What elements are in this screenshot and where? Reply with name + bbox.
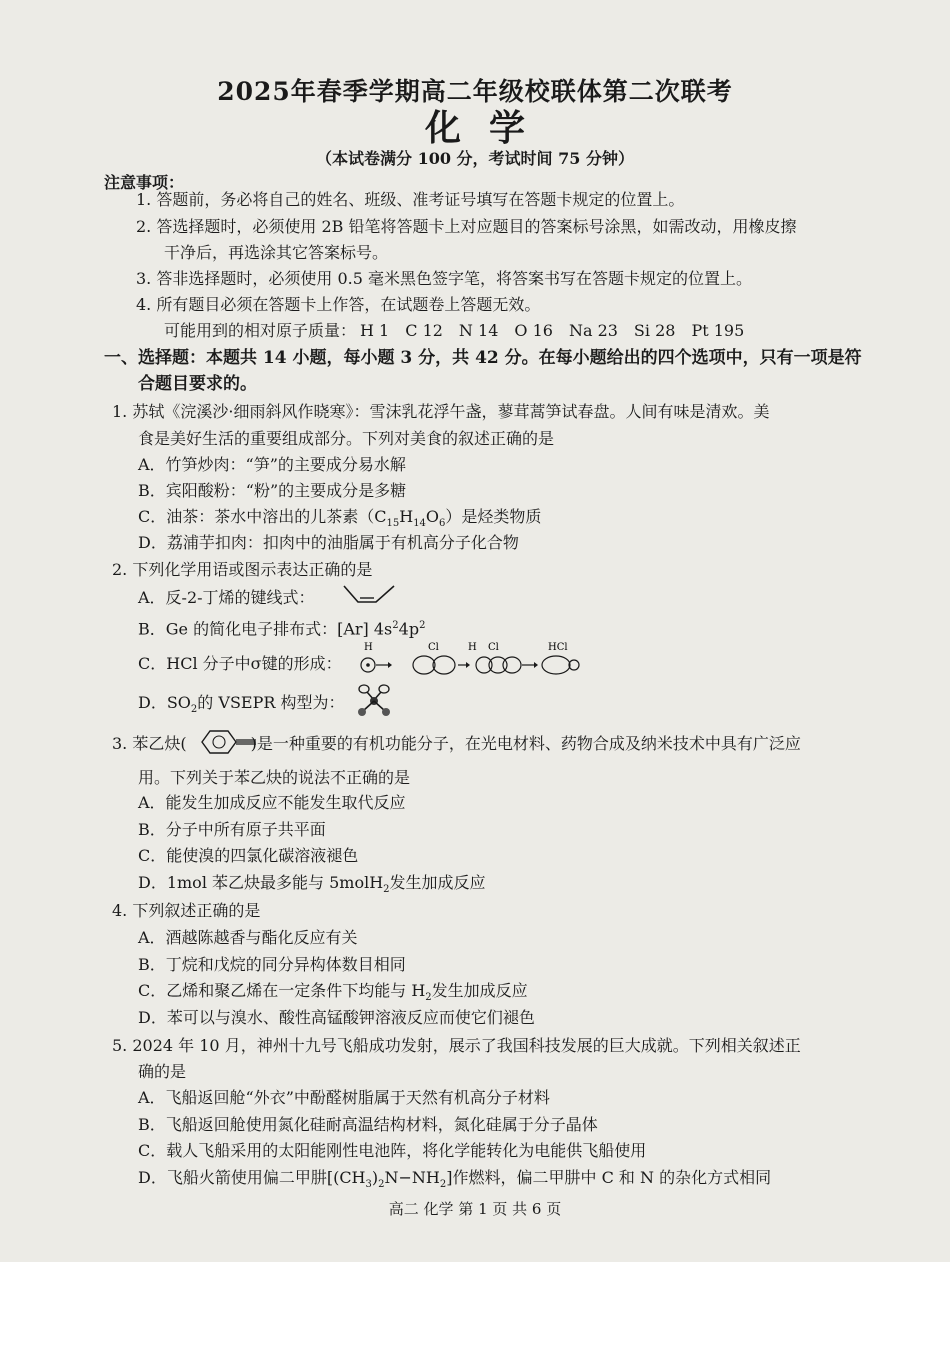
mass-si: Si 28 — [633, 321, 676, 340]
q3-stem-cont: 用。下列关于苯乙炔的说法不正确的是 — [138, 768, 411, 787]
hcl-sigma-bond-diagram — [358, 640, 598, 682]
q5-stem: 5. 2024 年 10 月，神州十九号飞船成功发射，展示了我国科技发展的巨大成就。下列相关叙述正 — [112, 1036, 801, 1055]
q2-option-b: B．Ge 的简化电子排布式：[Ar] $4s^24p^2$ — [138, 619, 426, 639]
exam-info: （本试卷满分 100 分，考试时间 75 分钟） — [316, 149, 634, 168]
blank-margin — [0, 1262, 950, 1345]
subject-title: 化学 — [424, 107, 553, 149]
q4-option-b: B．丁烷和戊烷的同分异构体数目相同 — [138, 955, 406, 974]
q5-option-a: A．飞船返回舱“外衣”中酚醛树脂属于天然有机高分子材料 — [138, 1088, 550, 1107]
q1-option-d: D．荔浦芋扣肉：扣肉中的油脂属于有机高分子化合物 — [138, 533, 519, 552]
mass-c: C 12 — [405, 321, 443, 340]
q5-stem-cont: 确的是 — [138, 1062, 187, 1081]
q3-stem: 3. 苯乙炔( )是一种重要的有机功能分子，在光电材料、药物合成及纳米技术中具有广泛应 — [112, 734, 801, 753]
label-h: H — [364, 642, 373, 653]
q3-option-b: B．分子中所有原子共平面 — [138, 820, 326, 839]
mass-o: O 16 — [514, 321, 553, 340]
page-footer: 高二 化学 第 1 页 共 6 页 — [388, 1200, 562, 1218]
mass-na: Na 23 — [568, 321, 618, 340]
q5-option-c: C．载人飞船采用的太阳能刚性电池阵，将化学能转化为电能供飞船使用 — [138, 1141, 647, 1160]
label-hcl: HCl — [548, 642, 568, 653]
q1-stem: 1. 苏轼《浣溪沙·细雨斜风作晓寒》：雪沫乳花浮午盏，蓼茸蒿笋试春盘。人间有味是清欢。美 — [112, 402, 770, 421]
q4-option-c: C．乙烯和聚乙烯在一定条件下均能与 $H_2$发生加成反应 — [138, 981, 528, 1004]
q4-option-a: A．酒越陈越香与酯化反应有关 — [138, 928, 358, 947]
phenylacetylene-structure — [194, 727, 260, 757]
mass-n: N 14 — [458, 321, 499, 340]
q3-option-a: A．能发生加成反应不能发生取代反应 — [138, 793, 406, 812]
notice-item-4: 4. 所有题目必须在答题卡上作答，在试题卷上答题无效。 — [136, 295, 541, 314]
notice-item-2-cont: 干净后，再选涂其它答案标号。 — [164, 243, 389, 262]
q2-option-a: A．反-2-丁烯的键线式： — [138, 588, 315, 607]
mass-h: H 1 — [360, 321, 390, 340]
notice-item-1: 1. 答题前，务必将自己的姓名、班级、准考证号填写在答题卡规定的位置上。 — [136, 190, 685, 209]
q1-option-c: C．油茶：茶水中溶出的儿茶素$(C_{15}H_{14}O_6)$是烃类物质 — [138, 507, 542, 530]
q3-option-d: D．1mol 苯乙炔最多能与 5molH$_2$发生加成反应 — [138, 873, 486, 896]
q1-option-b: B．宾阳酸粉：“粉”的主要成分是多糖 — [138, 481, 407, 500]
atomic-label: 可能用到的相对原子质量： — [164, 321, 357, 340]
q1-stem-cont: 食是美好生活的重要组成部分。下列对美食的叙述正确的是 — [138, 429, 555, 448]
notice-heading: 注意事项： — [104, 173, 185, 192]
notice-item-2: 2. 答选择题时，必须使用 2B 铅笔将答题卡上对应题目的答案标号涂黑，如需改动，用橡皮擦 — [136, 217, 797, 236]
label-cl2: Cl — [488, 642, 499, 653]
q4-option-d: D．苯可以与溴水、酸性高锰酸钾溶液反应而使它们褪色 — [138, 1008, 535, 1027]
trans-2-butene-skeletal — [340, 582, 400, 608]
section-heading-cont: 合题目要求的。 — [138, 374, 257, 394]
q3-option-c: C．能使溴的四氯化碳溶液褪色 — [138, 846, 359, 865]
q1-option-a: A．竹笋炒肉：“笋”的主要成分易水解 — [138, 455, 406, 474]
notice-item-3: 3. 答非选择题时，必须使用 0.5 毫米黑色签字笔，将答案书写在答题卡规定的位置上。 — [136, 269, 752, 288]
q2-option-d: D．$SO_2$的 VSEPR 构型为： — [138, 693, 345, 716]
mass-pt: Pt 195 — [691, 321, 745, 340]
vsepr-model-icon — [354, 682, 394, 718]
label-h2: H — [468, 642, 477, 653]
atomic-masses — [164, 321, 760, 341]
section-heading: 一、选择题：本题共 14 小题，每小题 3 分，共 42 分。在每小题给出的四个选项中，只有一项是符 — [104, 348, 862, 368]
label-cl: Cl — [428, 642, 439, 653]
q2-stem: 2. 下列化学用语或图示表达正确的是 — [112, 560, 373, 579]
q5-option-b: B．飞船返回舱使用氮化硅耐高温结构材料，氮化硅属于分子晶体 — [138, 1115, 598, 1134]
q2-option-c: C．HCl 分子中σ键的形成： — [138, 654, 342, 673]
q5-option-d: D．飞船火箭使用偏二甲肼$[(CH_3)_2N-NH_2]$作燃料，偏二甲肼中 C 和 N 的杂化方式相同 — [138, 1168, 772, 1191]
exam-title: 2025年春季学期高二年级校联体第二次联考 — [217, 77, 733, 106]
q4-stem: 4. 下列叙述正确的是 — [112, 901, 261, 920]
